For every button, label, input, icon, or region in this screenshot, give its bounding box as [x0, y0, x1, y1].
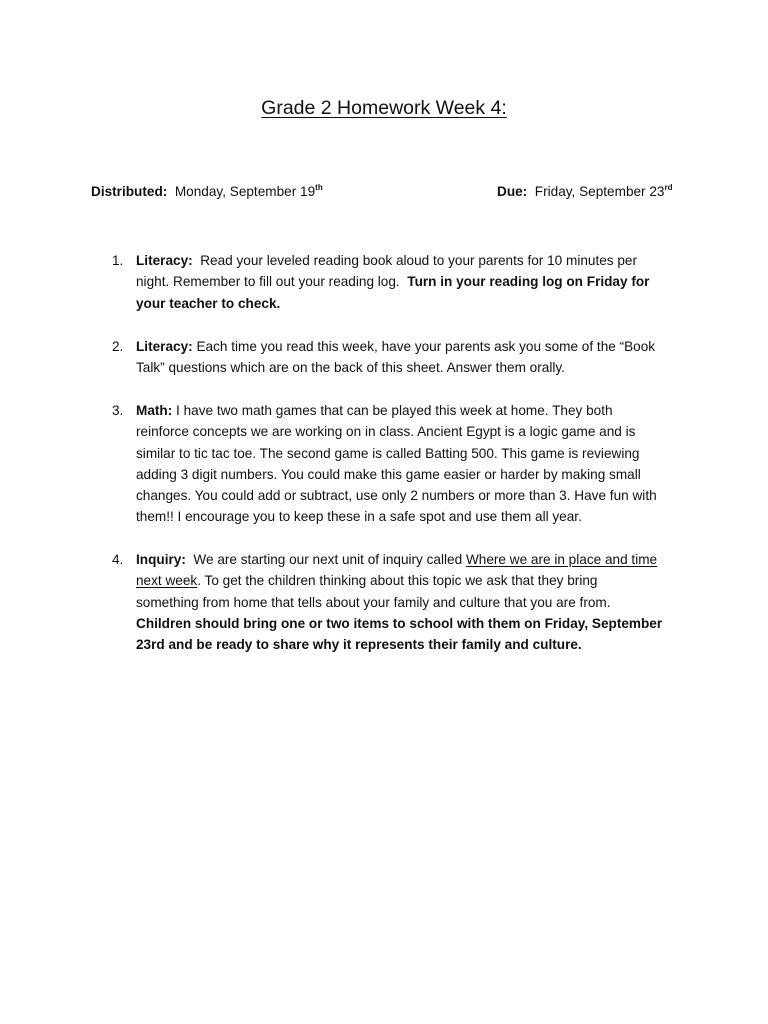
item-text: reinforce concepts we are working on in class. Ancient Egypt is a logic game and is	[136, 424, 636, 440]
item-line	[136, 570, 676, 591]
item-label: Inquiry:	[136, 552, 186, 567]
item-line	[136, 400, 676, 421]
item-text: Read your leveled reading book aloud to your parents for 10 minutes per	[200, 253, 638, 268]
item-text: adding 3 digit numbers. You could make this game easier or harder by making small	[136, 466, 641, 482]
due-value: Friday, September 23	[534, 184, 665, 199]
item-label: Literacy:	[136, 339, 193, 354]
distributed-date	[91, 183, 323, 201]
item-text: . To get the children thinking about this topic we ask that they bring	[197, 573, 598, 589]
item-number: 2.	[112, 339, 124, 354]
page-title	[0, 95, 768, 121]
item-number: 4.	[112, 552, 124, 567]
item-line	[136, 549, 676, 570]
distributed-value: Monday, September 19	[174, 184, 316, 199]
unit-title-underlined: Where we are in place and time	[465, 552, 658, 567]
due-date	[497, 183, 673, 201]
page-title-text: Grade 2 Homework Week 4:	[261, 97, 507, 119]
item-text: Each time you read this week, have your parents ask you some of the “Book	[196, 339, 656, 354]
item-line	[136, 250, 676, 271]
item-bold-text: 23rd and be ready to share why it represents their family and culture.	[136, 637, 582, 653]
item-body	[136, 250, 676, 314]
item-line	[136, 336, 676, 357]
due-label: Due:	[497, 184, 528, 199]
item-text: We are starting our next unit of inquiry called	[193, 552, 463, 567]
due-suffix: rd	[664, 183, 673, 192]
item-label: Math:	[136, 403, 173, 418]
unit-title-underlined: next week	[136, 573, 198, 589]
distributed-suffix: th	[315, 183, 323, 192]
item-text: changes. You could add or subtract, use only 2 numbers or more than 3. Have fun with	[136, 488, 657, 504]
item-text: similar to tic tac toe. The second game is called Batting 500. This game is reviewing	[136, 445, 640, 461]
item-body	[136, 400, 676, 528]
item-text: Talk” questions which are on the back of this sheet. Answer them orally.	[136, 360, 565, 376]
item-body	[136, 549, 676, 655]
item-label: Literacy:	[136, 253, 193, 268]
item-text: them!! I encourage you to keep these in a safe spot and use them all year.	[136, 509, 582, 525]
item-bold-text: Turn in your reading log on Friday for	[407, 274, 650, 290]
item-text: something from home that tells about your family and culture that you are from.	[136, 594, 611, 610]
item-bold-text: your teacher to check.	[136, 295, 281, 311]
item-bold-text: Children should bring one or two items to school with them on Friday, September	[136, 615, 663, 631]
item-number: 3.	[112, 403, 124, 418]
item-body	[136, 336, 676, 379]
item-text: I have two math games that can be played this week at home. They both	[176, 403, 613, 418]
item-line	[136, 271, 676, 292]
item-text: night. Remember to fill out your reading log.	[136, 274, 400, 290]
distributed-label: Distributed:	[91, 184, 168, 199]
item-number: 1.	[112, 253, 124, 268]
